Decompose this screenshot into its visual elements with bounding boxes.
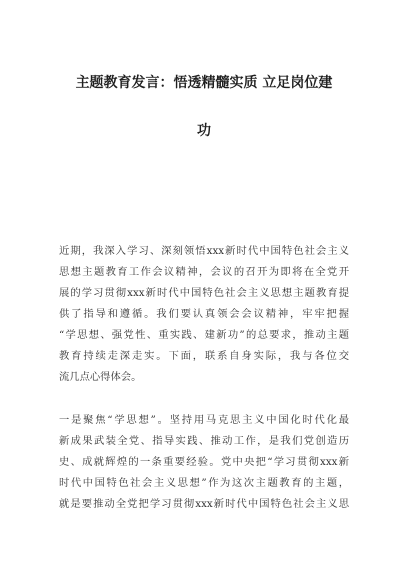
document-title-continued: 功 <box>197 123 211 139</box>
paragraph-1-line: 供了指导和遵循。我们要认真领会会议精神，牢牢把握 <box>59 308 349 320</box>
paragraph-1-line: 思想主题教育工作会议精神，会议的召开为即将在全党开 <box>59 266 349 278</box>
paragraph-1-line: 教育持续走深走实。下面，联系自身实际，我与各位交 <box>59 350 349 362</box>
paragraph-2-line: 史、成就辉煌的一条重要经验。党中央把“学习贯彻xxx新 <box>59 456 349 468</box>
document-title: 主题教育发言：悟透精髓实质 立足岗位建 <box>75 75 333 91</box>
paragraph-2-line: 就是要推动全党把学习贯彻xxx新时代中国特色社会主义思 <box>59 498 349 510</box>
paragraph-2-line: 一是聚焦“学思想”。坚持用马克思主义中国化时代化最 <box>59 414 349 426</box>
paragraph-1-line: 展的学习贯彻xxx新时代中国特色社会主义思想主题教育提 <box>59 287 349 299</box>
paragraph-1-line: 近期，我深入学习、深刻领悟xxx新时代中国特色社会主义 <box>59 245 349 257</box>
paragraph-1-line: “学思想、强党性、重实践、建新功”的总要求，推动主题 <box>59 329 349 341</box>
paragraph-2-line: 新成果武装全党、指导实践、推动工作，是我们党创造历 <box>59 435 349 447</box>
paragraph-2-line: 时代中国特色社会主义思想”作为这次主题教育的主题， <box>59 477 349 489</box>
paragraph-1-line: 流几点心得体会。 <box>59 371 142 383</box>
